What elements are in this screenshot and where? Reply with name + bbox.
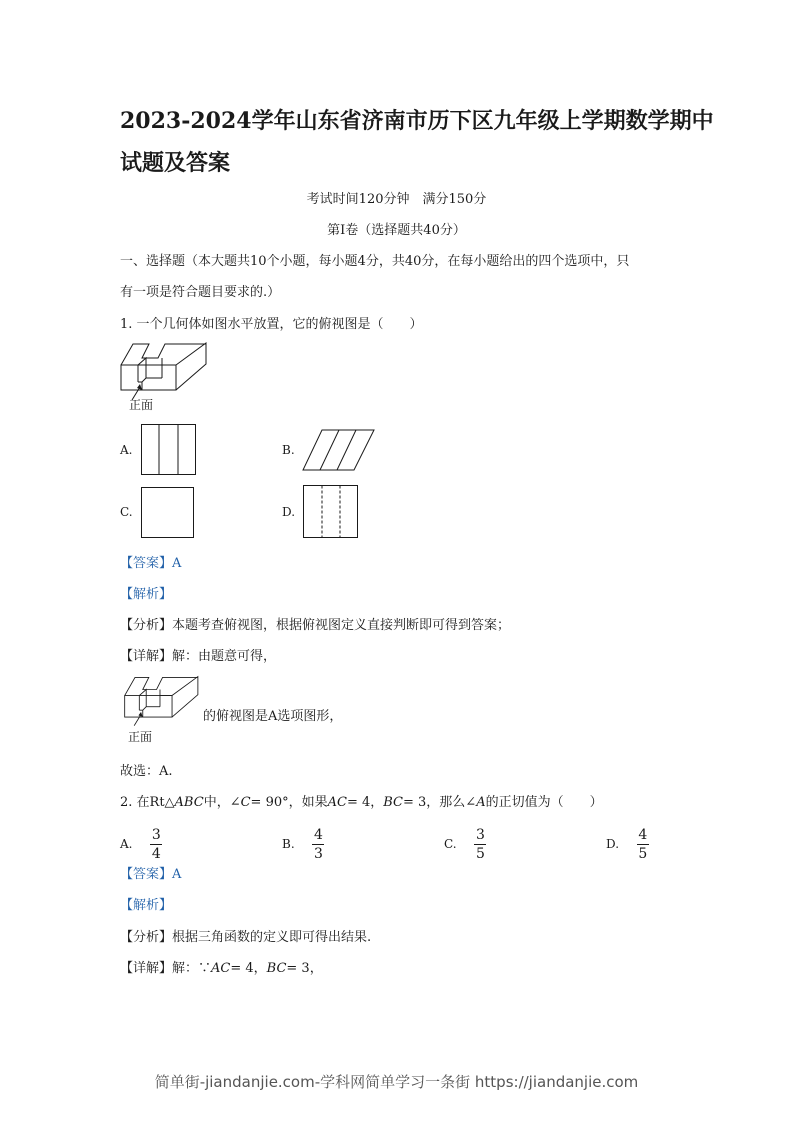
q1-conclusion: 故选：A. (120, 764, 173, 779)
q2-xj-prefix: 【详解】解：∵ (120, 961, 212, 976)
q1-option-a-label: A. (120, 443, 133, 457)
q1-analysis-tag: 【解析】 (120, 587, 173, 602)
q1-fenxi: 【分析】本题考查俯视图，根据俯视图定义直接判断即可得到答案； (120, 618, 511, 633)
q1-option-c-figure (141, 487, 195, 539)
title-line-2: 试题及答案 (120, 150, 231, 176)
q1-figure-caption: 的俯视图是A选项图形， (203, 709, 343, 724)
q2-stem-end: 的正切值为（ ） (485, 795, 603, 810)
numerator: 3 (475, 827, 485, 843)
q1-option-d-figure (303, 485, 359, 539)
q2-option-b-label: B. (282, 837, 295, 851)
q2-xj-ac: AC (211, 961, 231, 976)
q2-var-bc: BC (383, 795, 404, 810)
q2-var-ac: AC (327, 795, 347, 810)
section-intro-line-1: 一、选择题（本大题共10个小题，每小题4分，共40分，在每小题给出的四个选项中，只 (120, 254, 630, 269)
q2-option-b-fraction (312, 827, 324, 862)
denominator: 5 (475, 846, 485, 862)
q2-var-a: A (476, 795, 486, 810)
q1-option-d-label: D. (282, 505, 296, 519)
numerator: 3 (151, 827, 161, 843)
q2-option-a (120, 827, 162, 862)
q2-option-c-label: C. (444, 837, 457, 851)
q2-xj-mid: = 4， (230, 961, 267, 976)
denominator: 5 (638, 846, 648, 862)
q1-option-a-figure (141, 424, 197, 476)
q1-option-b-figure (302, 429, 376, 471)
q2-option-a-label: A. (120, 837, 133, 851)
q2-stem-mid3: = 4， (346, 795, 384, 810)
exam-info: 考试时间120分钟 满分150分 (306, 192, 487, 207)
q1-xiangjie: 【详解】解：由题意可得， (120, 649, 277, 664)
q2-stem-prefix: 2. 在Rt△ (120, 795, 175, 810)
q2-option-d-label: D. (606, 837, 620, 851)
page-footer: 简单街-jiandanjie.com-学科网简单学习一条街 https://jiandanjie.com (154, 1073, 639, 1091)
title-line-1: 2023-2024学年山东省济南市历下区九年级上学期数学期中 (120, 108, 714, 134)
q2-option-b (282, 827, 324, 862)
q2-option-c (444, 827, 486, 862)
q2-stem-mid2: = 90°，如果 (250, 795, 328, 810)
q2-option-c-fraction (474, 827, 486, 862)
q1-solution-figure (118, 674, 208, 736)
part-heading: 第Ⅰ卷（选择题共40分） (327, 223, 466, 238)
numerator: 4 (638, 827, 648, 843)
q2-option-d-fraction (637, 827, 649, 862)
q2-stem-mid1: 中，∠ (203, 795, 241, 810)
q1-front-label: 正面 (129, 398, 154, 412)
q2-stem (120, 791, 603, 810)
denominator: 3 (314, 846, 323, 862)
q2-option-d (606, 827, 649, 862)
q1-stem: 1. 一个几何体如图水平放置，它的俯视图是（ ） (120, 317, 423, 332)
denominator: 4 (151, 846, 161, 862)
q2-answer: 【答案】A (120, 867, 182, 882)
q2-stem-mid4: = 3，那么∠ (403, 795, 477, 810)
q1-option-c-label: C. (120, 505, 133, 519)
section-intro-line-2: 有一项是符合题目要求的.） (120, 285, 281, 300)
q2-var-c: C (240, 795, 251, 810)
q2-var-abc: ABC (174, 795, 204, 810)
q2-analysis-tag: 【解析】 (120, 898, 173, 913)
q2-xj-bc: BC (266, 961, 287, 976)
q1-answer: 【答案】A (120, 556, 182, 571)
q1-front-label-2: 正面 (128, 730, 153, 744)
numerator: 4 (314, 827, 323, 843)
q2-fenxi: 【分析】根据三角函数的定义即可得出结果. (120, 930, 372, 945)
q2-xiangjie (120, 957, 323, 976)
q2-option-a-fraction (150, 827, 162, 862)
q2-xj-end: = 3， (286, 961, 323, 976)
q1-option-b-label: B. (282, 443, 295, 457)
